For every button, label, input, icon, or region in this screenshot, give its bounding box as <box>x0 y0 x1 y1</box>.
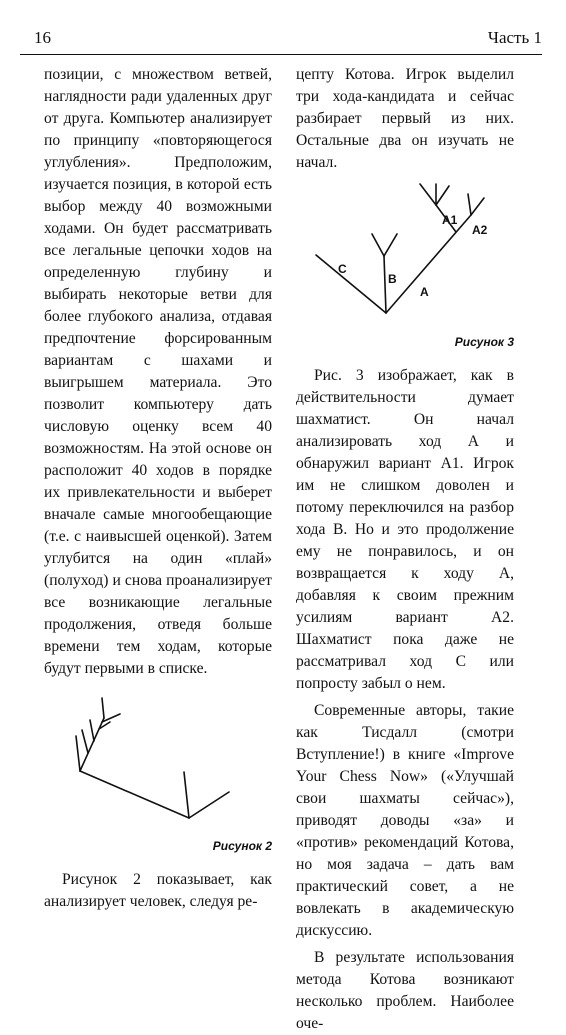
fig2-upper-branch <box>80 718 104 771</box>
fig2-branch-b <box>82 730 88 753</box>
page-header <box>20 24 542 48</box>
fig2-right-branch <box>184 772 189 818</box>
part-title: Часть 1 <box>487 28 542 47</box>
fig3-branch-c <box>316 255 386 313</box>
fig2-trunk-left <box>80 771 189 818</box>
fig3-a2-sub-2 <box>471 198 484 215</box>
right-paragraph-2: Рис. 3 изображает, как в действительности думает шахматист. Он начал анализировать ход А и обнаружил вариант А1. Игрок им не слишком доволен и потому переключился на разбор хода В. Но и это продолжение ему не понравилось, и он возвращается к ходу А, добавляя к своим прежним усилиям вариант А2. Шахматист пока даже не рассматривал ход С или попросту забыл о нем. <box>296 367 514 692</box>
figure-2 <box>44 696 272 857</box>
figure-3-caption: Рисунок 3 <box>454 335 514 349</box>
left-column <box>44 64 272 913</box>
fig3-label-a1: A1 <box>442 213 458 227</box>
figure-2-caption: Рисунок 2 <box>212 839 272 853</box>
fig3-label-c: C <box>338 262 347 276</box>
figure-2-tree-diagram <box>44 696 272 826</box>
fig2-trunk-right <box>189 792 229 818</box>
figure-3 <box>296 182 514 353</box>
fig3-b-sub-right <box>384 234 397 256</box>
left-paragraph-2: Рисунок 2 показывает, как анализирует человек, следуя ре- <box>44 871 272 910</box>
fig2-branch-f <box>102 698 104 718</box>
fig3-label-a2: A2 <box>472 223 488 237</box>
left-paragraph-1: позиции, с множеством ветвей, наглядности ради удаленных друг от друга. Компьютер анализирует по принципу «повторяющегося углубления». Предположим, изучается позиция, в которой есть выбор между 40 возможными ходами. Он будет рассматривать все легальные цепочки ходов на определенную глубину и выбирать некоторые ветви для более глубокого анализа, отдавая предпочтение форсированным вариантам с шахами и выигрышем материала. Это позволит компьютеру дать числовую оценку всем 40 возможностям. На этой основе он расположит 40 ходов в порядке их привлекательности и выберет вначале самые многообещающие (т.е. с наивысшей оценкой). Затем углубится на один «плай» (полуход) и снова проанализирует все возникающие легальные продолжения, отведя больше времени тем ходам, которые будут первыми в списке. <box>44 66 272 677</box>
right-paragraph-1: цепту Котова. Игрок выделил три хода-кандидата и сейчас разбирает первый из них. Остальные два он изучать не начал. <box>296 66 514 171</box>
fig2-branch-a <box>76 736 80 771</box>
fig3-a2-sub-1 <box>468 194 471 215</box>
fig3-b-sub-left <box>372 234 384 256</box>
fig3-label-b: B <box>388 272 397 286</box>
right-column <box>296 64 514 1035</box>
fig3-a1-sub-1 <box>420 184 436 205</box>
right-paragraph-3: Современные авторы, такие как Тисдалл (смотри Вступление!) в книге «Improve Your Chess Now» («Улучшай свои шахматы сейчас»), приводят доводы «за» и «против» рекомендаций Котова, но моя задача – дать вам практический совет, а не вовлекать в академическую дискуссию. <box>296 702 514 939</box>
right-paragraph-4: В результате использования метода Котова возникают несколько проблем. Наиболее оче- <box>296 949 514 1032</box>
page-number: 16 <box>34 28 51 47</box>
fig3-label-a: A <box>420 285 429 299</box>
fig2-branch-c <box>90 720 94 741</box>
figure-3-tree-diagram <box>296 182 514 322</box>
fig3-a1-sub-3 <box>436 186 449 205</box>
fig3-branch-b <box>384 256 386 313</box>
header-rule <box>20 54 542 55</box>
